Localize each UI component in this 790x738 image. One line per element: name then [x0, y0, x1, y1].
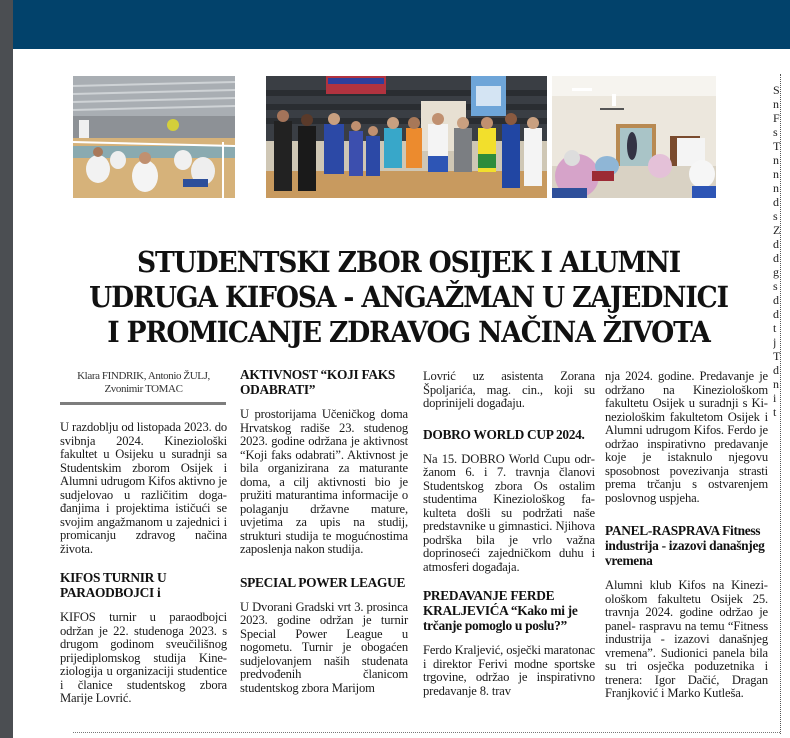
section-body-special-power-league: U Dvorani Gradski vrt 3. prosinca 2023. godine održan je turnir Special Power League u nogometu. Turnir je obogaćen sudjelovanjem naših studenata predvođenih članicom studentskog zbora Marijom: [240, 599, 408, 695]
headline-line-3: I PROMICANJE ZDRAVOG NAČINA ŽIVOTA: [107, 315, 710, 349]
article-column-3: [423, 370, 595, 710]
article-column-1: [60, 421, 227, 718]
headline-line-1: STUDENTSKI ZBOR OSIJEK I ALUMNI: [136, 245, 681, 279]
headline-line-2: UDRUGA KIFOSA - ANGAŽMAN U ZAJEDNICI: [89, 280, 728, 314]
article-headline: [75, 245, 742, 350]
section-continuation-special-power-league: Lovrić uz asistenta Zorana Špoljarića, mag. cin., koji su doprinijeli događaju.: [423, 369, 595, 410]
section-continuation-predavanje-ferde: nja 2024. godine. Predavanje je održano na Kineziološkom fakultetu Osijek u suradnji s Kineziološkim fakultetom Osijek i Alumni udrugom Kifos. Ferdo je održao inspirativno predavanje koje je istaknulo njegovu sposobnost povezivanja strasti prema trčanju s ostvarenjem poslovnog uspjeha.: [605, 369, 768, 505]
fragment-char: T: [773, 139, 781, 153]
byline-authors-line-2: Zvonimir TOMAC: [104, 383, 183, 395]
section-bottom-rule: [73, 732, 780, 733]
article-column-2: [240, 367, 408, 707]
fragment-char: n: [773, 153, 779, 167]
section-heading-dobro-world-cup: DOBRO WORLD CUP 2024.: [423, 426, 585, 442]
byline: [60, 370, 227, 396]
fragment-char: d: [773, 293, 779, 307]
fragment-char: s: [773, 209, 778, 223]
section-body-panel-rasprava: Alumni klub Kifos na Kineziološkom fakultetu Osijek 25. travnja 2024. godine održao je panel- raspravu na temu “Fitness industrija - izazovi današnjeg vremena”. Sudionici panela bila su tri osječka poduzetnika i trenera: Igor Dačić, Dragan Franjković i Marko Kutleša.: [605, 578, 768, 700]
fragment-char: d: [773, 307, 779, 321]
section-heading-special-power-league: SPECIAL POWER LEAGUE: [240, 574, 406, 590]
group-team-photo: [266, 76, 547, 198]
section-heading-koji-faks: AKTIVNOST “KOJI FAKS ODABRATI”: [240, 367, 395, 397]
section-heading-predavanje-ferde: PREDAVANJE FERDE KRALJEVIĆA “Kako mi je trčanje pomoglo u poslu?”: [423, 588, 578, 633]
fragment-char: g: [773, 265, 779, 279]
viewer-gutter: [0, 0, 13, 738]
fragment-char: d: [773, 363, 779, 377]
senior-exercise-photo: [552, 76, 716, 198]
fragment-char: Z: [773, 223, 781, 237]
article-intro: U razdoblju od listopada 2023. do svibnja 2024. Kineziološki fakultet u Osijeku u suradnji sa Studentskim zborom Osijek i Alumni udrugom Kifos aktivno je sudjelovao u različitim događanjima i projektima ističući se svojim angažmanom u zajednici i promicanju zdravog načina života.: [60, 420, 227, 556]
fragment-char: d: [773, 237, 779, 251]
fragment-char: s: [773, 279, 778, 293]
section-body-dobro-world-cup: Na 15. DOBRO World Cupu održanom 6. i 7. travnja članovi Studentskog zbora Os ostalim studentima Kineziološkog fakulteta došli su podržati naše predstavnike u gimnastici. Njihova podrška bila je vrlo važna doprinoseći zajedničkom duhu i atmosferi događaja.: [423, 451, 595, 574]
adjacent-article-fragment: [773, 83, 790, 419]
page-header-band: [13, 0, 790, 49]
fragment-char: t: [773, 321, 777, 335]
section-body-koji-faks: U prostorijama Učeničkog doma Hrvatskog radiše 23. studenog 2023. godine održana je aktivnost “Koji faks odabrati”. Aktivnost je bila organizirana za maturante doma, a cilj aktivnosti bio je pružiti maturantima informacije o polaganju državne mature, uvjetima za upis na studij, strukturi studija te mogućnostima zaposlenja nakon studija.: [240, 407, 408, 556]
byline-rule: [60, 402, 226, 405]
fragment-char: d: [773, 195, 779, 209]
byline-authors-line-1: Klara FINDRIK, Antonio ŽULJ,: [77, 370, 210, 382]
section-body-kifos-turnir: KIFOS turnir u paraodbojci održan je 22. studenoga 2023. s drugom godinom sveučilišnog prijediplomskog studija Kineziologija u organizaciji studentice i članice studentskog zbora Marije Lovrić.: [60, 610, 227, 705]
article-column-4: [605, 370, 768, 713]
section-heading-panel-rasprava: PANEL-RASPRAVA Fitness industrija - izazovi današnjeg vremena: [605, 523, 765, 568]
section-heading-kifos-turnir: KIFOS TURNIR U PARAODBOJCI i: [60, 570, 167, 600]
fragment-char: d: [773, 251, 779, 265]
fragment-char: n: [773, 377, 779, 391]
sitting-volleyball-photo: [73, 76, 235, 198]
fragment-char: t: [773, 405, 777, 419]
fragment-char: n: [773, 167, 779, 181]
section-body-predavanje-ferde: Ferdo Kraljević, osječki maratonac i direktor Ferivi modne sportske trgovine, održao je inspirativno predavanje 8. trav: [423, 643, 595, 698]
fragment-char: n: [773, 181, 779, 195]
fragment-char: n: [773, 97, 779, 111]
fragment-char: T: [773, 349, 781, 363]
fragment-char: F: [773, 111, 780, 125]
fragment-char: i: [773, 391, 777, 405]
fragment-char: s: [773, 125, 778, 139]
fragment-char: S: [773, 83, 780, 97]
fragment-char: j: [773, 335, 777, 349]
